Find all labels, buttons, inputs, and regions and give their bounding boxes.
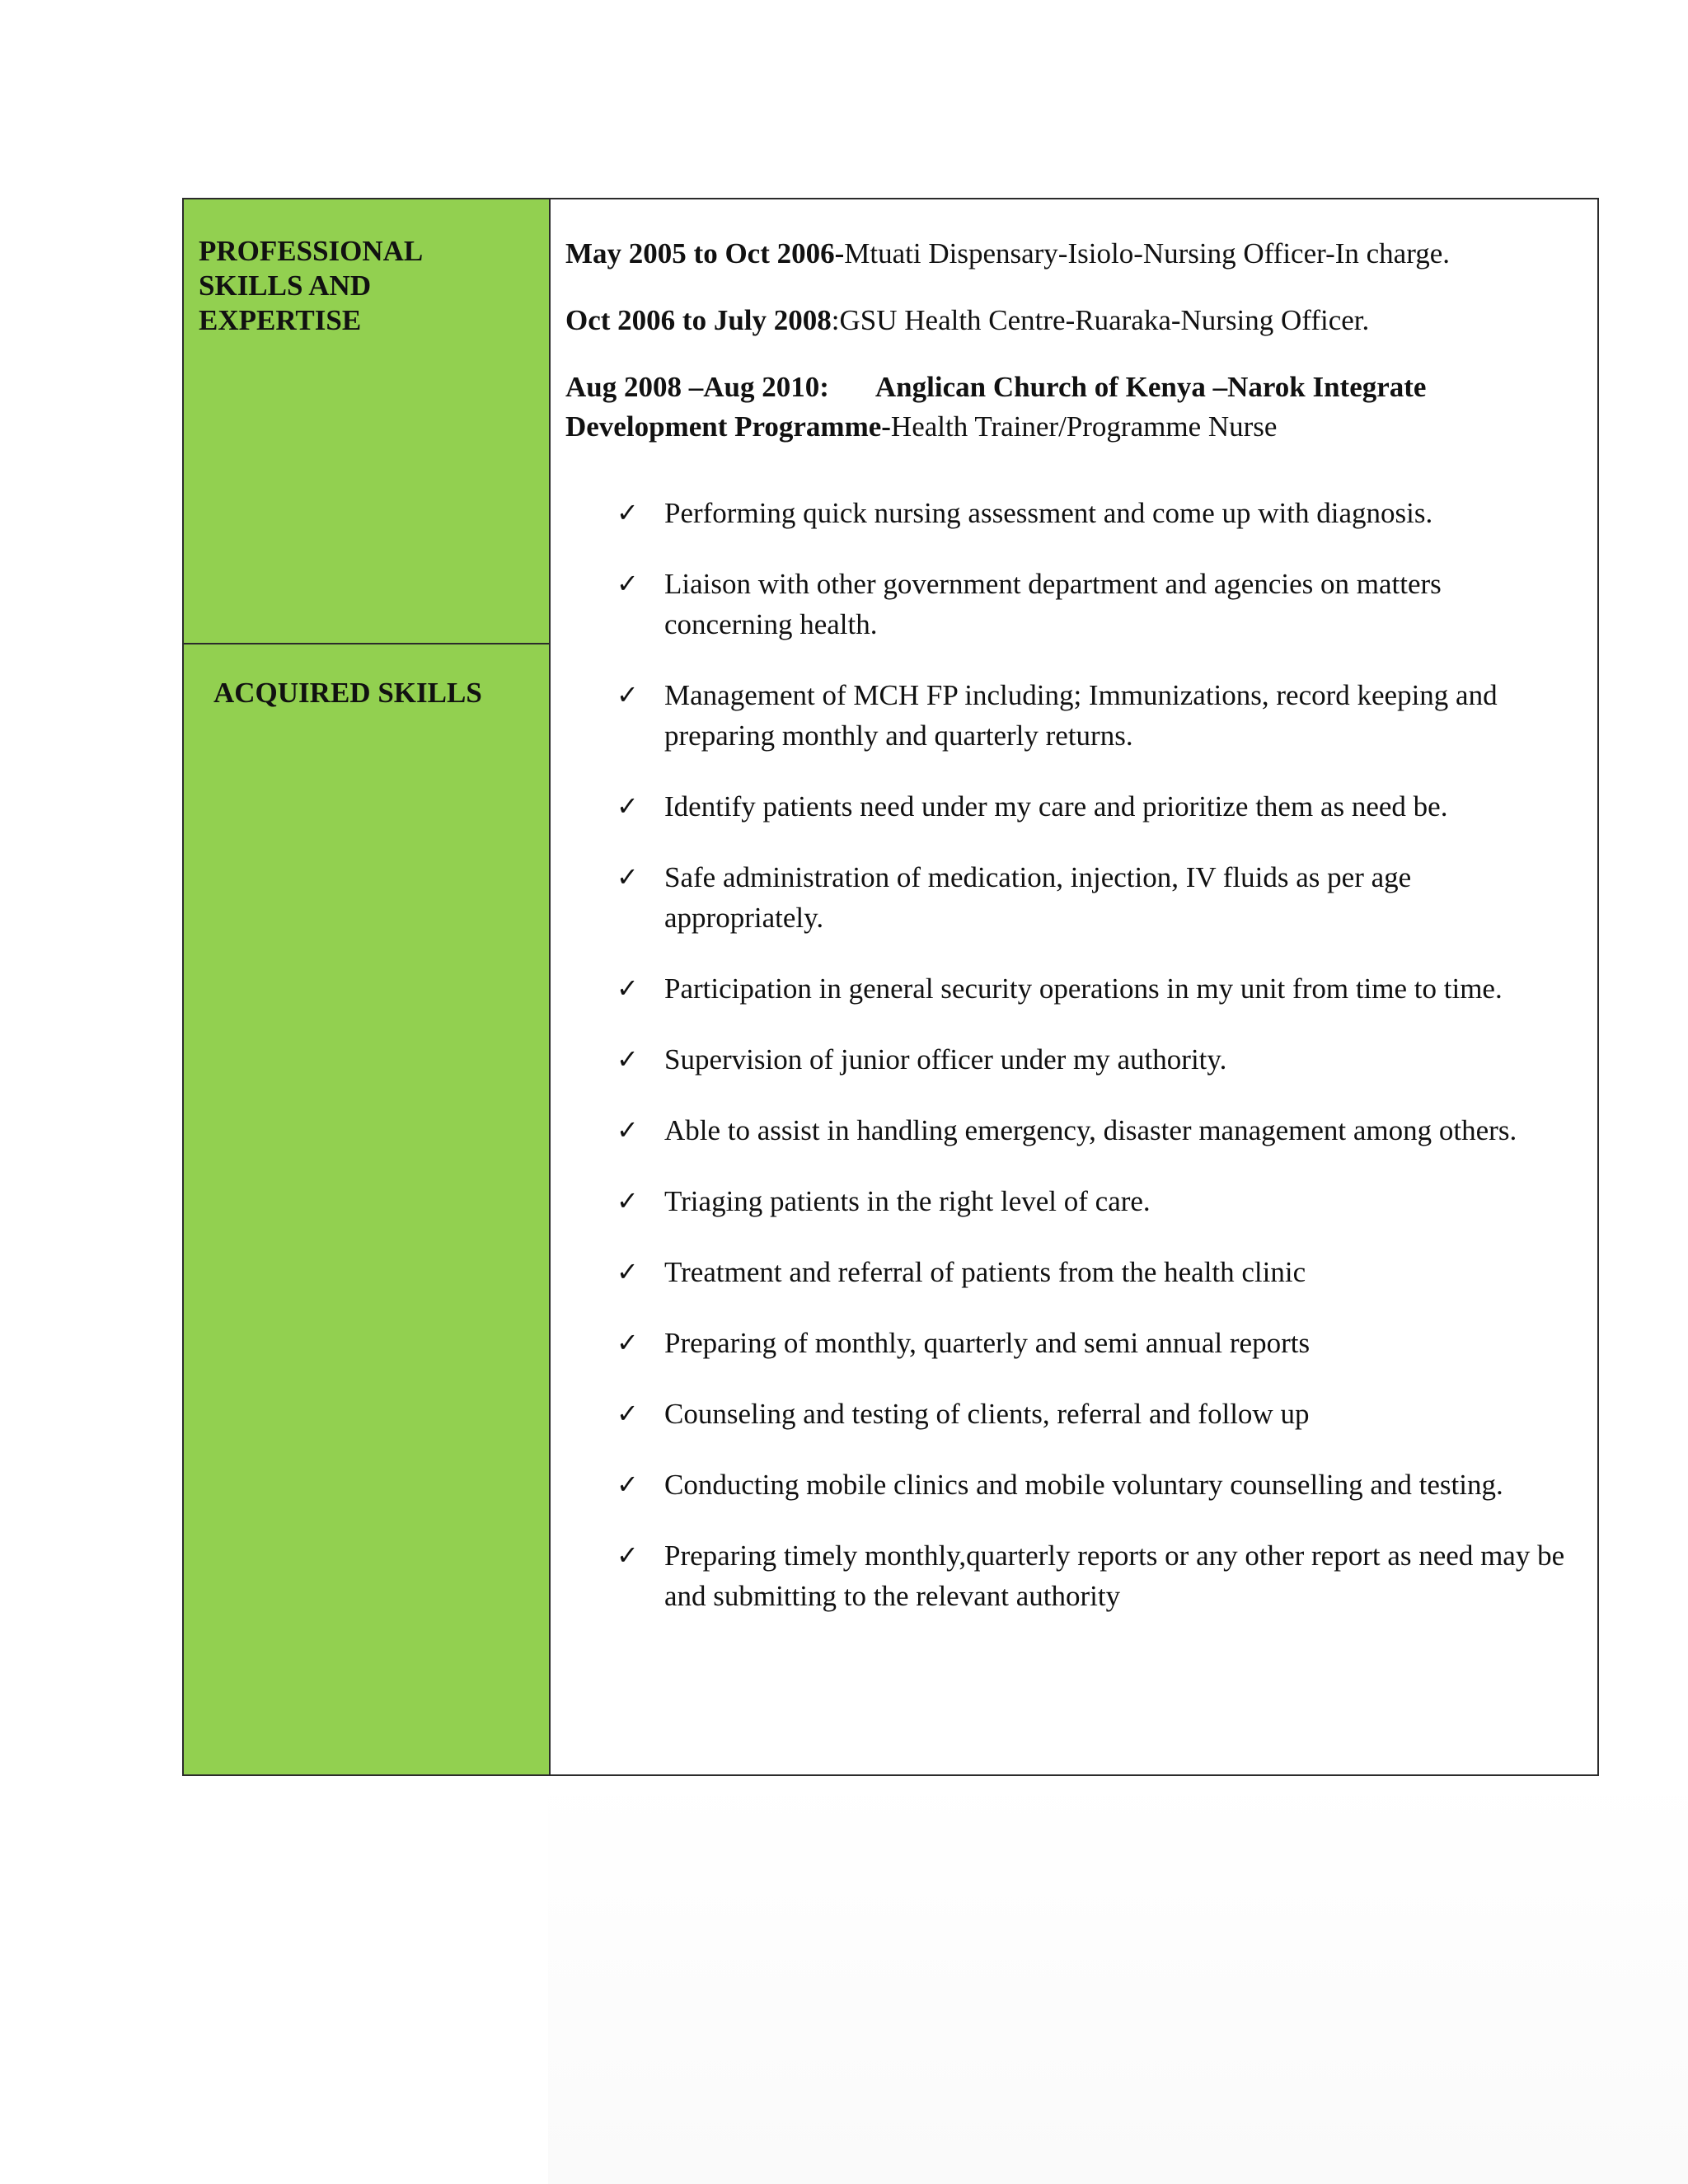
list-item [565,1181,1581,1221]
job-entry [565,234,1581,274]
skill-text: Identify patients need under my care and prioritize them as need be. [664,790,1448,823]
page-background-shade [548,1774,1688,2184]
check-icon: ✓ [617,568,639,599]
check-icon: ✓ [617,1327,639,1358]
job-description: :GSU Health Centre-Ruaraka-Nursing Officer. [831,304,1370,336]
check-icon: ✓ [617,497,639,528]
check-icon: ✓ [617,861,639,893]
skill-text: Preparing timely monthly,quarterly reports or any other report as need may be and submitting to the relevant authority [664,1540,1565,1612]
job-dates: May 2005 to Oct 2006- [565,237,845,269]
skill-text: Conducting mobile clinics and mobile voluntary counselling and testing. [664,1469,1503,1501]
skill-text: Safe administration of medication, injection, IV fluids as per age appropriately. [664,861,1412,934]
skill-text: Triaging patients in the right level of care. [664,1185,1151,1217]
job-entry [565,301,1581,340]
heading-line: EXPERTISE [199,304,362,336]
skill-text: Counseling and testing of clients, referral and follow up [664,1398,1310,1430]
check-icon: ✓ [617,1114,639,1146]
resume-skills-table [182,198,1599,1776]
list-item [565,564,1581,644]
skill-text: Performing quick nursing assessment and come up with diagnosis. [664,497,1433,529]
acquired-skills-list [565,493,1581,1616]
content-column [551,199,1597,1774]
skill-text: Management of MCH FP including; Immunizations, record keeping and preparing monthly and quarterly returns. [664,679,1498,752]
skill-text: Treatment and referral of patients from the health clinic [664,1256,1306,1288]
check-icon: ✓ [617,1256,639,1287]
skill-text: Liaison with other government department and agencies on matters concerning health. [664,568,1442,640]
check-icon: ✓ [617,790,639,822]
acquired-skills-cell [184,644,549,710]
check-icon: ✓ [617,1043,639,1075]
list-item [565,857,1581,938]
list-item [565,1323,1581,1363]
check-icon: ✓ [617,972,639,1004]
check-icon: ✓ [617,1469,639,1500]
check-icon: ✓ [617,1185,639,1216]
list-item [565,1535,1581,1616]
job-dates: Oct 2006 to July 2008 [565,304,832,336]
list-item [565,1465,1581,1505]
professional-skills-cell [184,199,549,644]
skill-text: Preparing of monthly, quarterly and semi annual reports [664,1327,1311,1359]
skill-text: Participation in general security operations in my unit from time to time. [664,972,1503,1005]
list-item [565,1252,1581,1292]
check-icon: ✓ [617,679,639,710]
heading-line: PROFESSIONAL [199,235,424,267]
list-item [565,786,1581,827]
list-item [565,493,1581,533]
section-sidebar [184,199,551,1774]
job-description: Health Trainer/Programme Nurse [890,410,1278,443]
list-item [565,1039,1581,1080]
list-item [565,675,1581,756]
professional-skills-heading [199,234,534,338]
heading-line: SKILLS AND [199,269,372,302]
check-icon: ✓ [617,1398,639,1429]
list-item [565,968,1581,1009]
check-icon: ✓ [617,1540,639,1571]
list-item [565,1394,1581,1434]
skill-text: Able to assist in handling emergency, disaster management among others. [664,1114,1517,1146]
job-description: Mtuati Dispensary-Isiolo-Nursing Officer-In charge. [844,237,1451,269]
acquired-skills-heading: ACQUIRED SKILLS [213,677,482,709]
skill-text: Supervision of junior officer under my authority. [664,1043,1227,1076]
job-entry [565,368,1581,447]
list-item [565,1110,1581,1151]
job-organization: Anglican Church of Kenya –Narok Integrate Development Programme- [565,371,1427,443]
job-dates: Aug 2008 –Aug 2010: [565,371,829,403]
